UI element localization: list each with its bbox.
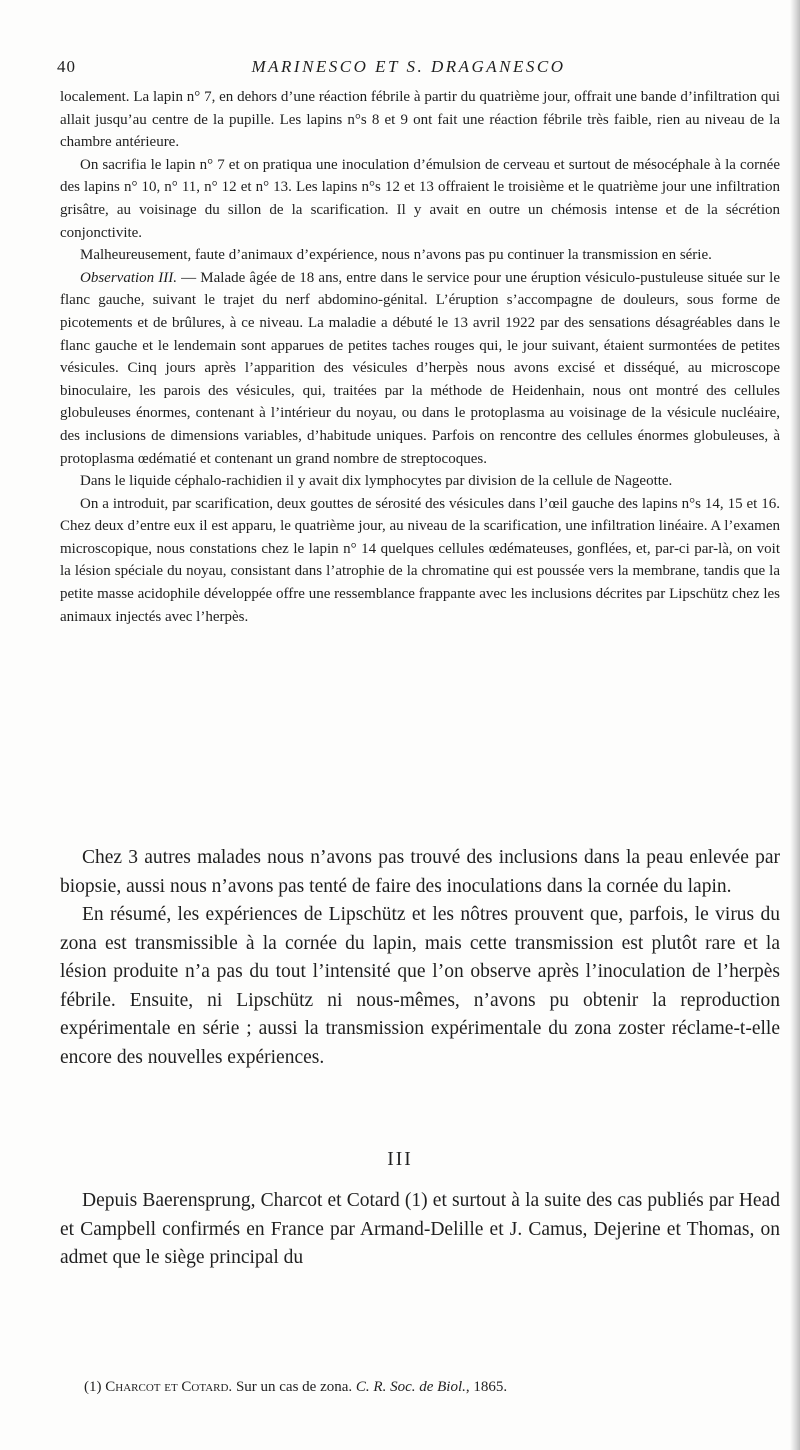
section-heading: III — [387, 1149, 413, 1170]
page-header — [57, 57, 760, 81]
running-head: MARINESCO ET S. DRAGANESCO — [251, 57, 566, 76]
footnote — [84, 1377, 774, 1397]
paragraph: localement. La lapin n° 7, en dehors d’une réaction fébrile à partir du quatrième jour, offrait une bande d’infiltration qui allait jusqu’au centre de la pupille. Les lapins n°s 8 et 9 ont fait une réaction fébrile très faible, rien au niveau de la chambre antérieure. — [60, 89, 780, 151]
page-edge-shadow — [790, 0, 800, 1450]
paragraph: Depuis Baerensprung, Charcot et Cotard (1) et surtout à la suite des cas publiés par Head et Campbell confirmés en France par Armand-Delille et J. Camus, Dejerine et Thomas, on admet que le siège principal du — [60, 1190, 780, 1268]
footnote-year: , 1865. — [465, 1379, 508, 1395]
observation-paragraph — [60, 267, 780, 470]
paragraph: Malheureusement, faute d’animaux d’expérience, nous n’avons pas pu continuer la transmission en série. — [80, 247, 712, 264]
page-number: 40 — [57, 57, 76, 76]
footnote-text: Sur un cas de zona. — [232, 1379, 353, 1395]
paragraph: On a introduit, par scarification, deux gouttes de sérosité des vésicules dans l’œil gauche des lapins n°s 14, 15 et 16. Chez deux d’entre eux il est apparu, le quatrième jour, au niveau de la scarification, une infiltration linéaire. A l’examen microscopique, nous constations chez le lapin n° 14 quelques cellules œdémateuses, gonflées, et, par-ci par-là, on voit la lésion spéciale du noyau, consistant dans l’atrophie de la chromatine qui est poussée vers la membrane, tandis que la petite masse acidophile développée offre une ressemblance frappante avec les inclusions décrites par Lipschütz chez les animaux injectés avec l’herpès. — [60, 495, 780, 625]
paragraph: On sacrifia le lapin n° 7 et on pratiqua une inoculation d’émulsion de cerveau et surtout de mésocéphale à la cornée des lapins n° 10, n° 11, n° 12 et n° 13. Les lapins n°s 12 et 13 offraient le troisième et le quatrième jour une infiltration grisâtre, au voisinage du sillon de la scarification. Il y avait en outre un chémosis intense et de la sécrétion conjonctivite. — [60, 156, 780, 241]
section-text-block — [60, 1187, 780, 1273]
small-print-block — [60, 86, 780, 628]
footnote-journal: C. R. Soc. de Biol. — [355, 1379, 466, 1395]
footnote-marker: (1) — [84, 1379, 102, 1395]
main-text-block — [60, 844, 780, 1072]
observation-text: — Malade âgée de 18 ans, entre dans le service pour une éruption vésiculo-pustuleuse située sur le flanc gauche, suivant le trajet du nerf abdomino-génital. L’éruption s’accompagne de douleurs, sous forme de picotements et de brûlures, à ce niveau. La maladie a débuté le 13 avril 1922 par des sensations désagréables dans le flanc gauche et le lendemain sont apparues de petites taches rouges qui, le jour suivant, étaient surmontées de petites vésicules. Cinq jours après l’apparition des vésicules d’herpès nous avons excisé et disséqué, au microscope binoculaire, les parois des vésicules, qui, traitées par la méthode de Heidenhain, nous ont montré des cellules globuleuses énormes, contenant à l’intérieur du noyau, ou dans le protoplasma au voisinage de la vésicule nucléaire, des inclusions de dimensions variables, d’habitude uniques. Parfois on rencontre des cellules énormes globuleuses, à protoplasma œdématié et contenant un grand nombre de streptocoques. — [60, 269, 780, 467]
paragraph: Dans le liquide céphalo-rachidien il y avait dix lymphocytes par division de la cellule de Nageotte. — [80, 473, 673, 490]
observation-label: Observation III. — [80, 269, 178, 286]
footnote-authors: Charcot et Cotard. — [105, 1379, 233, 1395]
paragraph: Chez 3 autres malades nous n’avons pas trouvé des inclusions dans la peau enlevée par biopsie, aussi nous n’avons pas tenté de faire des inoculations dans la cornée du lapin. — [60, 847, 780, 897]
paragraph: En résumé, les expériences de Lipschütz et les nôtres prouvent que, parfois, le virus du zona est transmissible à la cornée du lapin, mais cette transmission est plutôt rare et la lésion produite n’a pas du tout l’intensité que l’on observe après l’inoculation de l’herpès fébrile. Ensuite, ni Lipschütz ni nous-mêmes, n’avons pu obtenir la reproduction expérimentale en série ; aussi la transmission expérimentale du zona zoster réclame-t-elle encore des nouvelles expériences. — [60, 904, 780, 1068]
